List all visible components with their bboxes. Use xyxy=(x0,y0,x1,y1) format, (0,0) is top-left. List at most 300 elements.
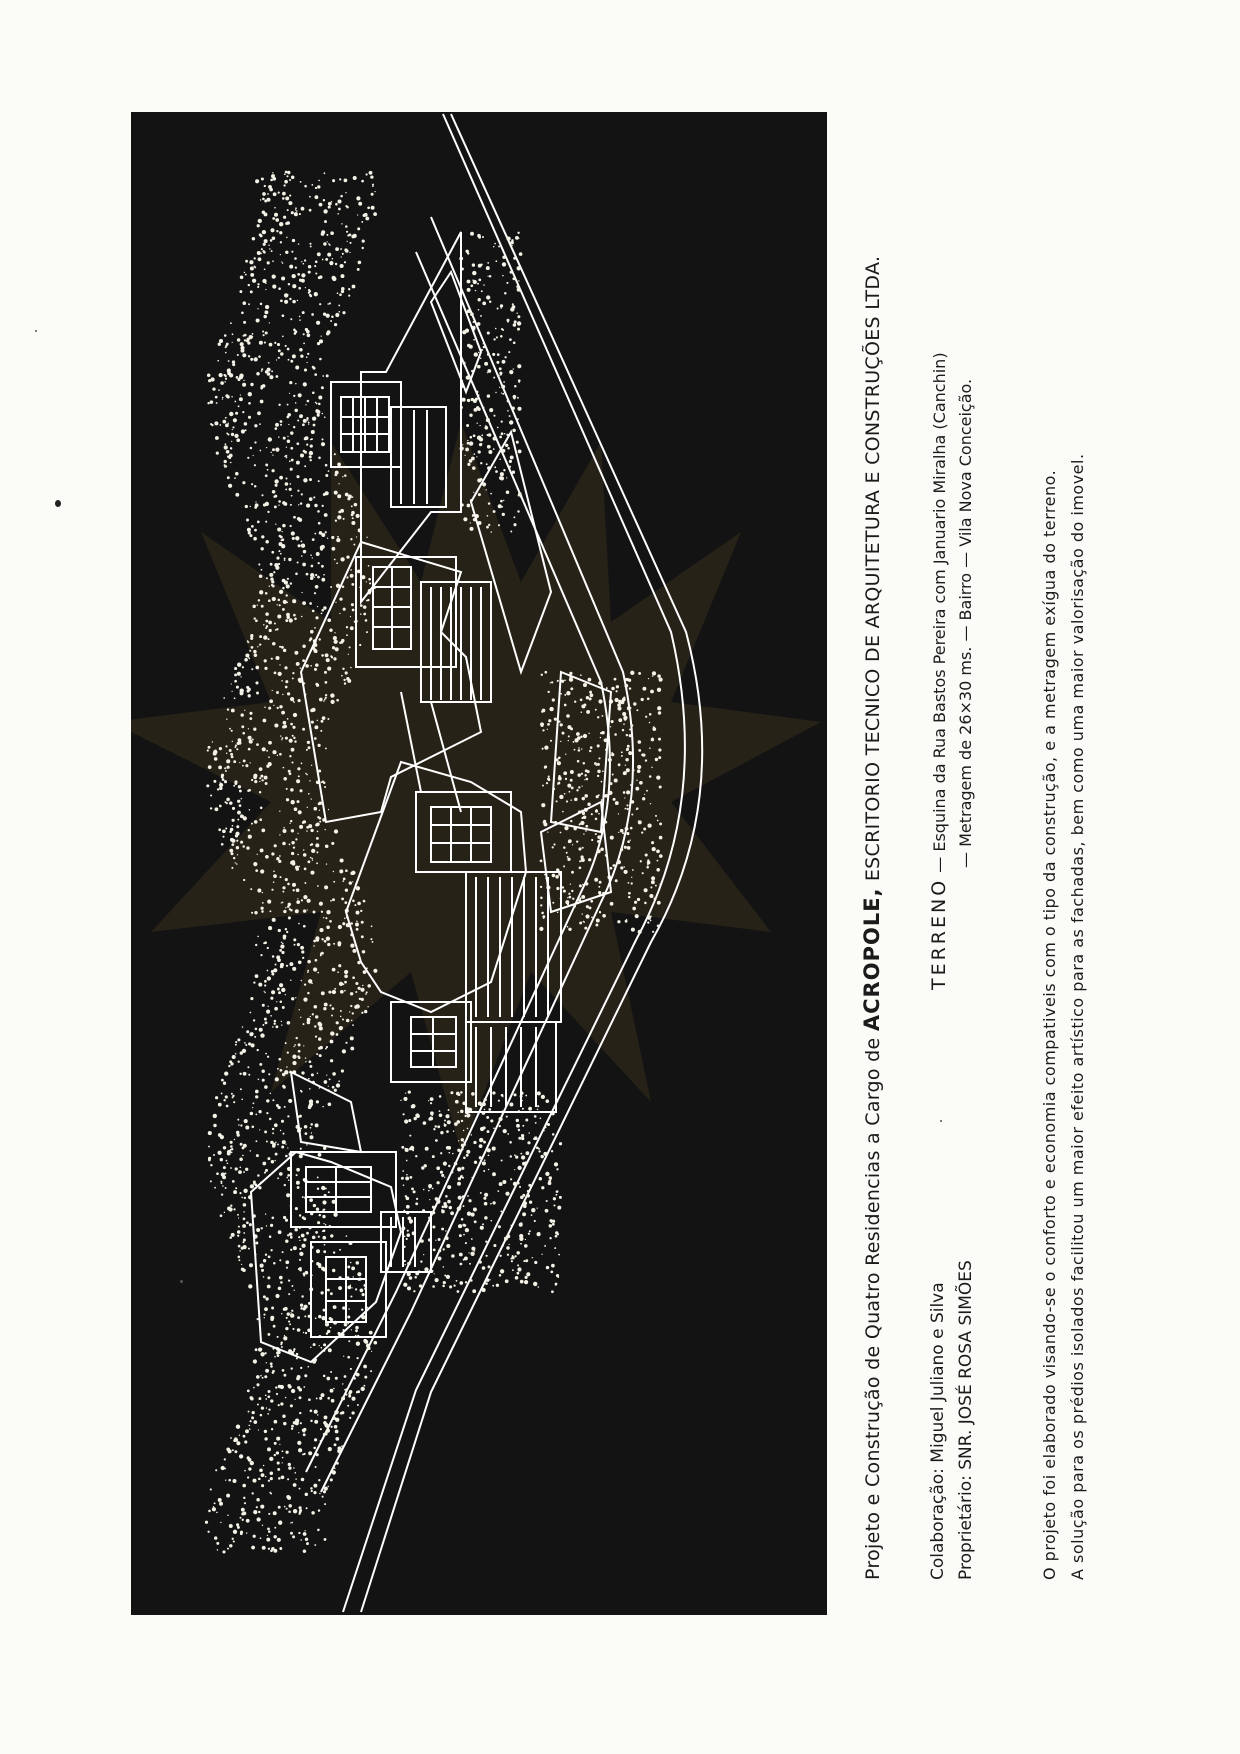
vegetation-dot xyxy=(226,753,227,754)
vegetation-dot xyxy=(314,292,318,296)
vegetation-dot xyxy=(420,1239,423,1242)
vegetation-dot xyxy=(344,1375,347,1378)
vegetation-dot xyxy=(338,208,341,211)
vegetation-dot xyxy=(308,746,311,749)
vegetation-dot xyxy=(360,910,362,912)
vegetation-dot xyxy=(447,1185,451,1189)
vegetation-dot xyxy=(310,577,314,581)
vegetation-dot xyxy=(487,372,488,373)
vegetation-dot xyxy=(270,1224,273,1227)
vegetation-dot xyxy=(268,362,270,364)
vegetation-dot xyxy=(306,899,310,903)
vegetation-dot xyxy=(435,1278,439,1282)
vegetation-dot xyxy=(356,928,359,931)
vegetation-dot xyxy=(302,728,305,731)
vegetation-dot xyxy=(263,635,267,639)
vegetation-dot xyxy=(299,1009,300,1010)
vegetation-dot xyxy=(245,274,247,276)
vegetation-dot xyxy=(353,544,355,546)
vegetation-dot xyxy=(237,1119,239,1121)
vegetation-dot xyxy=(574,701,576,703)
vegetation-dot xyxy=(269,910,271,912)
vegetation-dot xyxy=(227,1152,231,1156)
vegetation-dot xyxy=(578,847,581,850)
vegetation-dot xyxy=(292,735,294,737)
vegetation-dot xyxy=(341,897,344,900)
vegetation-dot xyxy=(424,1164,427,1167)
vegetation-dot xyxy=(436,1181,439,1184)
vegetation-dot xyxy=(372,184,374,186)
vegetation-dot xyxy=(299,1214,301,1216)
vegetation-dot xyxy=(220,1181,222,1183)
vegetation-dot xyxy=(568,928,571,931)
vegetation-dot xyxy=(266,1538,270,1542)
vegetation-dot xyxy=(286,1495,290,1499)
vegetation-dot xyxy=(300,1090,302,1092)
vegetation-dot xyxy=(369,582,371,584)
vegetation-dot xyxy=(303,419,307,423)
vegetation-dot xyxy=(298,504,299,505)
vegetation-dot xyxy=(299,789,302,792)
vegetation-dot xyxy=(211,424,213,426)
vegetation-dot xyxy=(272,1128,274,1130)
vegetation-dot xyxy=(227,1548,229,1550)
vegetation-dot xyxy=(551,1222,552,1223)
vegetation-dot xyxy=(307,400,310,403)
vegetation-dot xyxy=(301,616,303,618)
vegetation-dot xyxy=(586,710,590,714)
vegetation-dot xyxy=(245,764,248,767)
vegetation-dot xyxy=(230,462,232,464)
vegetation-dot xyxy=(308,1078,310,1080)
vegetation-dot xyxy=(321,654,324,657)
vegetation-dot xyxy=(486,418,490,422)
vegetation-dot xyxy=(332,968,336,972)
vegetation-dot xyxy=(322,375,324,377)
vegetation-dot xyxy=(470,284,473,287)
vegetation-dot xyxy=(226,802,228,804)
vegetation-dot xyxy=(279,222,283,226)
vegetation-dot xyxy=(466,1150,470,1154)
vegetation-dot xyxy=(564,826,568,830)
vegetation-dot xyxy=(298,1236,300,1238)
vegetation-dot xyxy=(260,234,263,237)
vegetation-dot xyxy=(243,1189,247,1193)
vegetation-dot xyxy=(602,715,604,717)
vegetation-dot xyxy=(271,889,273,891)
vegetation-dot xyxy=(534,1115,537,1118)
vegetation-dot xyxy=(224,1071,228,1075)
vegetation-dot xyxy=(467,252,470,255)
vegetation-dot xyxy=(285,878,288,881)
vegetation-dot xyxy=(277,707,279,709)
vegetation-dot xyxy=(313,911,316,914)
vegetation-dot xyxy=(408,1090,411,1093)
vegetation-dot xyxy=(303,853,307,857)
vegetation-dot xyxy=(310,1347,311,1348)
vegetation-dot xyxy=(311,721,314,724)
vegetation-dot xyxy=(254,617,256,619)
vegetation-dot xyxy=(335,1430,339,1434)
vegetation-dot xyxy=(287,404,289,406)
vegetation-dot xyxy=(462,444,463,445)
vegetation-dot xyxy=(263,1276,265,1278)
vegetation-dot xyxy=(240,1088,242,1090)
vegetation-dot xyxy=(242,1241,244,1243)
vegetation-dot xyxy=(585,882,589,886)
vegetation-dot xyxy=(432,1188,434,1190)
vegetation-dot xyxy=(261,605,264,608)
vegetation-dot xyxy=(268,756,270,758)
vegetation-dot xyxy=(272,750,276,754)
vegetation-dot xyxy=(284,1184,286,1186)
vegetation-dot xyxy=(506,491,510,495)
vegetation-dot xyxy=(269,343,273,347)
vegetation-dot xyxy=(277,988,280,991)
vegetation-dot xyxy=(242,1026,244,1028)
vegetation-dot xyxy=(312,610,315,613)
vegetation-dot xyxy=(363,900,366,903)
vegetation-dot xyxy=(560,723,563,726)
vegetation-dot xyxy=(224,780,227,783)
vegetation-dot xyxy=(351,1329,352,1330)
vegetation-dot xyxy=(624,718,627,721)
vegetation-dot xyxy=(242,1519,244,1521)
vegetation-dot xyxy=(318,522,321,525)
vegetation-dot xyxy=(243,1211,245,1213)
vegetation-dot xyxy=(413,1190,416,1193)
vegetation-dot xyxy=(244,658,248,662)
vegetation-dot xyxy=(557,1233,559,1235)
vegetation-dot xyxy=(448,1152,450,1154)
vegetation-dot xyxy=(284,1307,288,1311)
vegetation-dot xyxy=(465,1228,469,1232)
vegetation-dot xyxy=(279,949,282,952)
vegetation-dot xyxy=(323,606,326,609)
vegetation-dot xyxy=(303,820,306,823)
vegetation-dot xyxy=(324,220,327,223)
vegetation-dot xyxy=(356,921,358,923)
vegetation-dot xyxy=(262,1004,265,1007)
vegetation-dot xyxy=(429,1186,432,1189)
vegetation-dot xyxy=(657,820,659,822)
vegetation-dot xyxy=(247,690,250,693)
vegetation-dot xyxy=(351,1411,354,1414)
vegetation-dot xyxy=(240,1143,243,1146)
vegetation-dot xyxy=(288,1463,291,1466)
vegetation-dot xyxy=(357,902,361,906)
vegetation-dot xyxy=(226,1160,228,1162)
vegetation-dot xyxy=(229,728,231,730)
vegetation-dot xyxy=(360,988,364,992)
vegetation-dot xyxy=(260,1537,262,1539)
vegetation-dot xyxy=(457,1112,458,1113)
vegetation-dot xyxy=(352,900,355,903)
vegetation-dot xyxy=(273,881,275,883)
vegetation-dot xyxy=(652,931,654,933)
vegetation-dot xyxy=(295,1421,299,1425)
vegetation-dot xyxy=(264,1130,267,1133)
vegetation-dot xyxy=(265,1369,269,1373)
vegetation-dot xyxy=(280,963,284,967)
vegetation-dot xyxy=(306,504,310,508)
vegetation-dot xyxy=(258,1079,260,1081)
vegetation-dot xyxy=(307,960,311,964)
vegetation-dot xyxy=(240,1051,243,1054)
vegetation-dot xyxy=(210,807,212,809)
vegetation-dot xyxy=(278,563,280,565)
vegetation-dot xyxy=(278,1477,281,1480)
vegetation-dot xyxy=(283,721,287,725)
vegetation-dot xyxy=(569,677,573,681)
vegetation-dot xyxy=(451,1254,455,1258)
vegetation-dot xyxy=(262,250,264,252)
vegetation-dot xyxy=(352,1276,353,1277)
vegetation-dot xyxy=(282,1006,285,1009)
vegetation-dot xyxy=(444,1177,445,1178)
vegetation-dot xyxy=(219,782,220,783)
vegetation-dot xyxy=(457,1207,461,1211)
vegetation-dot xyxy=(304,368,307,371)
vegetation-dot xyxy=(502,275,504,277)
vegetation-dot xyxy=(282,725,285,728)
vegetation-dot xyxy=(361,921,364,924)
vegetation-dot xyxy=(458,1093,461,1096)
vegetation-dot xyxy=(582,847,584,849)
vegetation-dot xyxy=(246,339,249,342)
vegetation-dot xyxy=(284,1070,288,1074)
vegetation-dot xyxy=(224,1212,225,1213)
vegetation-dot xyxy=(241,713,244,716)
vegetation-dot xyxy=(571,786,574,789)
vegetation-dot xyxy=(290,1236,293,1239)
vegetation-dot xyxy=(254,464,256,466)
vegetation-dot xyxy=(589,691,592,694)
vegetation-dot xyxy=(352,517,354,519)
vegetation-dot xyxy=(297,800,300,803)
vegetation-dot xyxy=(288,201,292,205)
vegetation-dot xyxy=(475,290,476,291)
vegetation-dot xyxy=(551,1150,553,1152)
vegetation-dot xyxy=(314,1420,318,1424)
vegetation-dot xyxy=(282,886,285,889)
vegetation-dot xyxy=(303,1386,305,1388)
vegetation-dot xyxy=(559,1142,562,1145)
vegetation-dot xyxy=(641,698,644,701)
vegetation-dot xyxy=(502,1096,503,1097)
vegetation-dot xyxy=(288,1384,291,1387)
vegetation-dot xyxy=(229,1524,233,1528)
vegetation-dot xyxy=(521,1137,524,1140)
vegetation-dot xyxy=(334,453,336,455)
vegetation-dot xyxy=(492,1201,495,1204)
vegetation-dot xyxy=(250,1150,252,1152)
vegetation-dot xyxy=(224,1172,226,1174)
vegetation-dot xyxy=(277,1106,280,1109)
vegetation-dot xyxy=(285,737,288,740)
vegetation-dot xyxy=(309,497,313,501)
vegetation-dot xyxy=(232,342,233,343)
vegetation-dot xyxy=(234,434,238,438)
vegetation-dot xyxy=(216,1172,219,1175)
vegetation-dot xyxy=(223,1099,225,1101)
vegetation-dot xyxy=(310,871,314,875)
vegetation-dot xyxy=(277,1177,279,1179)
vegetation-dot xyxy=(271,551,274,554)
vegetation-dot xyxy=(500,374,502,376)
vegetation-dot xyxy=(371,193,374,196)
vegetation-dot xyxy=(634,901,637,904)
vegetation-dot xyxy=(367,599,369,601)
vegetation-dot xyxy=(541,674,543,676)
vegetation-dot xyxy=(437,1125,440,1128)
vegetation-dot xyxy=(272,285,276,289)
vegetation-dot xyxy=(515,1156,518,1159)
vegetation-dot xyxy=(598,813,600,815)
vegetation-dot xyxy=(231,433,234,436)
vegetation-dot xyxy=(349,1417,351,1419)
vegetation-dot xyxy=(366,537,367,538)
vegetation-dot xyxy=(249,712,252,715)
vegetation-dot xyxy=(297,898,298,899)
vegetation-dot xyxy=(278,860,281,863)
vegetation-dot xyxy=(317,885,319,887)
vegetation-dot xyxy=(235,1053,237,1055)
vegetation-dot xyxy=(240,1124,242,1126)
vegetation-dot xyxy=(303,1433,306,1436)
vegetation-dot xyxy=(541,1095,545,1099)
vegetation-dot xyxy=(310,1127,312,1129)
vegetation-dot xyxy=(303,478,307,482)
vegetation-dot xyxy=(555,1194,557,1196)
vegetation-dot xyxy=(250,997,253,1000)
vegetation-dot xyxy=(478,279,481,282)
vegetation-dot xyxy=(307,353,309,355)
vegetation-dot xyxy=(259,781,260,782)
vegetation-dot xyxy=(291,176,295,180)
vegetation-dot xyxy=(554,718,557,721)
vegetation-dot xyxy=(281,276,285,280)
vegetation-dot xyxy=(557,912,559,914)
vegetation-dot xyxy=(622,729,624,731)
vegetation-dot xyxy=(314,1005,318,1009)
vegetation-dot xyxy=(264,776,268,780)
vegetation-dot xyxy=(658,748,661,751)
vegetation-dot xyxy=(279,604,281,606)
vegetation-dot xyxy=(279,983,283,987)
vegetation-dot xyxy=(278,550,280,552)
vegetation-dot xyxy=(254,357,258,361)
vegetation-dot xyxy=(553,1197,556,1200)
vegetation-dot xyxy=(235,493,239,497)
vegetation-dot xyxy=(623,771,627,775)
vegetation-dot xyxy=(543,1130,544,1131)
vegetation-dot xyxy=(207,374,211,378)
vegetation-dot xyxy=(242,1224,246,1228)
vegetation-dot xyxy=(276,230,278,232)
vegetation-dot xyxy=(344,248,347,251)
vegetation-dot xyxy=(323,700,324,701)
vegetation-dot xyxy=(272,642,276,646)
vegetation-dot xyxy=(549,1224,552,1227)
vegetation-dot xyxy=(324,1487,328,1491)
vegetation-dot xyxy=(239,804,242,807)
vegetation-dot xyxy=(420,1260,422,1262)
vegetation-dot xyxy=(300,1539,302,1541)
vegetation-dot xyxy=(272,918,276,922)
vegetation-dot xyxy=(450,1211,454,1215)
vegetation-dot xyxy=(297,1055,299,1057)
vegetation-dot xyxy=(342,1383,343,1384)
vegetation-dot xyxy=(523,1201,527,1205)
vegetation-dot xyxy=(207,402,209,404)
vegetation-dot xyxy=(578,786,580,788)
vegetation-dot xyxy=(366,581,367,582)
vegetation-dot xyxy=(241,429,245,433)
vegetation-dot xyxy=(339,1249,341,1251)
vegetation-dot xyxy=(342,585,345,588)
vegetation-dot xyxy=(230,1205,232,1207)
vegetation-dot xyxy=(350,992,353,995)
vegetation-dot xyxy=(270,1362,273,1365)
vegetation-dot xyxy=(540,860,543,863)
vegetation-dot xyxy=(243,759,246,762)
vegetation-dot xyxy=(578,747,580,749)
vegetation-dot xyxy=(351,514,354,517)
vegetation-dot xyxy=(497,375,500,378)
vegetation-dot xyxy=(558,756,561,759)
vegetation-dot xyxy=(301,950,304,953)
vegetation-dot xyxy=(307,970,309,972)
vegetation-dot xyxy=(320,1440,321,1441)
vegetation-dot xyxy=(298,866,300,868)
vegetation-dot xyxy=(219,424,221,426)
collaboration-credit: Colaboração: Miguel Juliano e Silva xyxy=(928,1282,948,1580)
vegetation-dot xyxy=(526,1151,530,1155)
vegetation-dot xyxy=(540,897,543,900)
vegetation-dot xyxy=(301,541,303,543)
vegetation-dot xyxy=(278,929,281,932)
vegetation-dot xyxy=(313,945,315,947)
vegetation-dot xyxy=(297,854,299,856)
vegetation-dot xyxy=(313,1343,316,1346)
vegetation-dot xyxy=(208,1158,211,1161)
vegetation-dot xyxy=(299,1115,302,1118)
vegetation-dot xyxy=(282,1369,285,1372)
vegetation-dot xyxy=(564,679,566,681)
vegetation-dot xyxy=(626,749,628,751)
terreno-label: TERRENO xyxy=(928,877,950,990)
vegetation-dot xyxy=(260,1352,264,1356)
vegetation-dot xyxy=(344,1323,348,1327)
vegetation-dot xyxy=(581,773,583,775)
vegetation-dot xyxy=(270,1477,273,1480)
vegetation-dot xyxy=(344,682,346,684)
architectural-rendering xyxy=(131,112,827,1615)
vegetation-dot xyxy=(330,1059,333,1062)
vegetation-dot xyxy=(268,1255,271,1258)
vegetation-dot xyxy=(483,343,485,345)
vegetation-dot xyxy=(438,1249,441,1252)
vegetation-dot xyxy=(313,496,315,498)
vegetation-dot xyxy=(401,1177,404,1180)
project-heading xyxy=(860,256,884,1580)
vegetation-dot xyxy=(589,750,591,752)
vegetation-dot xyxy=(318,396,322,400)
vegetation-dot xyxy=(280,1000,283,1003)
vegetation-dot xyxy=(552,846,554,848)
vegetation-dot xyxy=(510,1178,512,1180)
